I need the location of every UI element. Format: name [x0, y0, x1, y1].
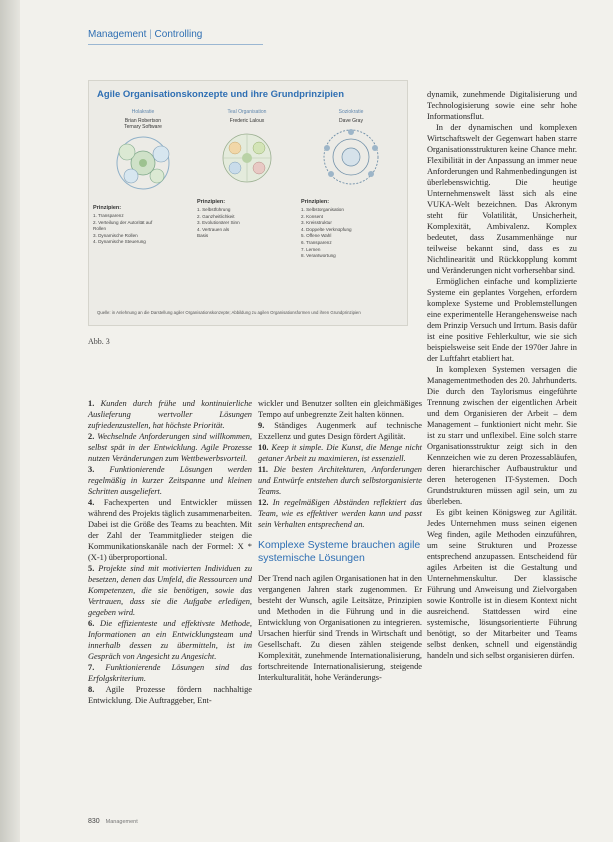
- item-text: Funktionierende Lösungen sind das Erfolgskriterium.: [88, 663, 252, 683]
- list-item: 7. Lernen: [301, 246, 321, 252]
- principle-item: [88, 497, 252, 563]
- principle-item: [88, 684, 252, 706]
- item-text: In regelmäßigen Abständen reflektiert das Team, wie es effektiver werden kann und passt sein Verhalten entsprechend an.: [258, 498, 423, 529]
- panel-author: Brian Robertson Ternary Software: [124, 118, 162, 130]
- principle-item: [258, 442, 422, 464]
- item-number: 5.: [88, 564, 95, 573]
- list-item: 1. Transparenz: [93, 213, 124, 218]
- principle-item: [258, 497, 422, 530]
- list-item: 1. Selbstorganisation: [301, 207, 344, 212]
- text-column-2: [258, 398, 422, 683]
- list-item: 3. Dynamische Rollen: [93, 232, 138, 238]
- principle-item: [88, 563, 252, 618]
- item-number: 1.: [88, 399, 95, 408]
- panel-author: Dave Gray: [339, 118, 363, 124]
- page-number: 830: [88, 818, 100, 825]
- list-item: 3. Kreisstruktur: [301, 220, 332, 226]
- list-item: Basis: [197, 233, 209, 239]
- item-number: 7.: [88, 663, 95, 672]
- list-item: 4. Doppelte Verknüpfung: [301, 226, 352, 232]
- item-text: Agile Prozesse fördern nachhaltige Entwicklung. Die Auftraggeber, Ent-: [88, 685, 252, 705]
- principle-item: [88, 431, 252, 464]
- item-text: Ständiges Augenmerk auf technische Exzellenz und gutes Design fördert Agilität.: [258, 421, 422, 441]
- panel-principles-list: [301, 207, 401, 260]
- principle-item: [88, 398, 252, 431]
- panel-principles-label: Prinzipien:: [93, 205, 122, 211]
- item-text: Projekte sind mit motivierten Individuen zu besetzen, denen das Umfeld, die Ressourcen und Kompetenzen, die sie benötigen, sowie das Vertrauen, dass sie die Aufgabe erledigen, gegeben wird.: [88, 564, 253, 617]
- subsection-name: Controlling: [154, 29, 203, 40]
- item-text: Die effizienteste und effektivste Methode, Informationen an ein Entwicklungsteam und innerhalb dessen zu übermitteln, ist im Gespräch von Angesicht zu Angesicht.: [88, 619, 252, 661]
- list-item: 6. Transparenz: [301, 239, 332, 245]
- panel-heading: Soziokratie: [338, 109, 364, 115]
- figure-panel-teal: [197, 109, 297, 240]
- page-footer: [88, 818, 138, 825]
- list-item: 2. Konsent: [301, 213, 323, 219]
- item-number: 6.: [88, 619, 95, 628]
- item-number: 9.: [258, 421, 265, 430]
- header-separator: |: [149, 29, 152, 40]
- panel-principles-list: [93, 213, 193, 246]
- body-paragraph: Es gibt keinen Königsweg zur Agilität. Jedes Unternehmen muss seinen eigenen Weg finden, agile Methoden einzuführen, um seine Strukturen und Prozesse entsprechend anzupassen. Entscheidend für agiles Arbeiten ist die Gestaltung und Unternehmenskultur. Der klassische Führung und Anweisung und Zielvorgaben sowie Kontrolle ist in diesem Kontext nicht ausreichend. Stattdessen wird eine systemische, lösungsorientierte Führung benötigt, so der Mitarbeiter und Teams selbst denken, schnell und eigenständig handeln und sich selbst organisieren dürfen.: [427, 508, 577, 660]
- principle-item: [258, 420, 422, 442]
- panel-principles-label: Prinzipien:: [301, 199, 330, 205]
- list-item: 2. Ganzheitlichkeit: [197, 213, 235, 219]
- panel-author: Frederic Laloux: [229, 118, 265, 124]
- header-rule: [88, 44, 263, 45]
- item-text: Die besten Architekturen, Anforderungen und Entwürfe entstehen durch selbstorganisierte Teams.: [258, 465, 422, 496]
- body-paragraph: In komplexen Systemen versagen die Managementmethoden des 20. Jahrhunderts. Die durch den Taylorismus eingeführte Trennung zwischen der eigentlichen Arbeit und dem Organisieren der Arbeit – dem Management – funktioniert nicht mehr. Sie ist zu starr und unflexibel. Eine solch starre Organisationsstruktur zeigt sich in den Kennzeichen wie zu deren Prozessabläufen, deren hierarchischer Aufbaustruktur und deren heterogenen IT-Systemen. Doch Grundstrukturen müssen agil sein, um zu überleben.: [427, 365, 577, 506]
- text-column-3: [427, 89, 577, 661]
- item-number: 3.: [88, 465, 95, 474]
- principle-item: [88, 464, 252, 497]
- body-paragraph: Ermöglichen einfache und komplizierte Systeme ein geplantes Vorgehen, erfordern komplexe Systeme und Problemstellungen eine experimentelle Herangehensweise nach dem Prinzip Versuch und Irrtum. Basis dafür ist eine positive Fehlerkultur, wie sie sich beispielsweise seit Ende der 1970er Jahre in der Luftfahrt etabliert hat.: [427, 277, 577, 363]
- figure-panel-soziokratie: [301, 109, 401, 260]
- figure-box: [88, 80, 408, 326]
- figure-caption: Quelle: in Anlehnung an die Darstellung agiler Organisationskonzepte; Abbildung zu agilen Organisationsformen und ihren Grundprinzipien: [97, 310, 361, 315]
- list-item: 8. Verantwortung: [301, 253, 336, 259]
- section-header: [88, 29, 202, 40]
- item-number: 10.: [258, 443, 269, 452]
- continued-text: wickler und Benutzer sollten ein gleichmäßiges Tempo auf unbegrenzte Zeit halten können.: [258, 399, 422, 419]
- item-text: Fachexperten und Entwickler müssen während des Projekts täglich zusammenarbeiten. Dabei ist die Größe des Teams zu beachten. Mit der Zahl der Teammitglieder steigen die Kommunikationskanäle nach der Formel: X * (X-1) überproportional.: [88, 498, 252, 562]
- figure-label: Abb. 3: [88, 337, 110, 346]
- body-paragraph: In der dynamischen und komplexen Wirtschaftswelt der Gegenwart haben starre Organisationsstrukturen keine Chance mehr. Flexibilität in der Anpassung an immer neue Anforderungen und Rahmenbedingungen ist überlebenswichtig. Die heutige Unternehmenswelt lässt sich als eine VUKA-Welt bezeichnen. Das Akronym steht für Volatilität, Unsicherheit, Komplexität, Ambivalenz. Komplex bedeutet, dass Zusammenhänge nur teilweise bekannt sind, dass es zu Nichtlinearität und Rückkopplung kommt und Veränderungen nicht vorhersehbar sind.: [427, 123, 577, 275]
- item-number: 2.: [88, 432, 95, 441]
- item-number: 8.: [88, 685, 95, 694]
- principle-item: [88, 618, 252, 662]
- soziokratie-circles-diagram: [301, 124, 401, 190]
- panel-principles-label: Prinzipien:: [197, 199, 226, 205]
- teal-organisation-diagram: [197, 124, 297, 190]
- list-item: 4. Vertrauen als: [197, 226, 230, 232]
- body-paragraph: Der Trend nach agilen Organisationen hat in den vergangenen Jahren stark zugenommen. Er besteht der Wunsch, agile Leitsätze, Prinzipien und Methoden in die Führung und in die Entwicklung von Organisationen zu integrieren. Ursachen hierfür sind Trends in Wirtschaft und Gesellschaft. Zu diesen zählen steigende Komplexität, zunehmende Internationalisierung, fortschreitende Internationalisierung, steigende Interkulturalität, hohe Veränderungs-: [258, 574, 422, 682]
- item-number: 11.: [258, 465, 269, 474]
- publication-name: Management: [105, 819, 138, 825]
- figure-panel-holakratie: [93, 109, 193, 246]
- principle-item: [258, 464, 422, 497]
- list-item: Rollen: [93, 226, 107, 232]
- list-item: 1. Selbstführung: [197, 207, 231, 212]
- list-item: 4. Dynamische Steuerung: [93, 239, 146, 245]
- principle-item: [88, 662, 252, 684]
- section-name: Management: [88, 29, 147, 40]
- figure-title: Agile Organisationskonzepte und ihre Grundprinzipien: [97, 89, 345, 100]
- panel-heading: Teal Organisation: [227, 109, 267, 115]
- item-number: 4.: [88, 498, 95, 507]
- item-text: Keep it simple. Die Kunst, die Menge nicht getaner Arbeit zu maximieren, ist essenziell.: [258, 443, 422, 463]
- list-item: 3. Evolutionärer Sinn: [197, 220, 240, 226]
- item-number: 12.: [258, 498, 269, 507]
- list-item: 5. Offene Wahl: [301, 233, 332, 239]
- item-text: Wechselnde Anforderungen sind willkommen, selbst spät in der Entwicklung. Agile Prozesse nutzen Veränderungen zum Wettbewerbsvorteil.: [88, 432, 253, 463]
- panel-principles-list: [197, 207, 297, 240]
- section-heading: Komplexe Systeme brauchen agile systemische Lösungen: [258, 539, 421, 564]
- panel-heading: Holakratie: [131, 109, 155, 115]
- list-item: 2. Verteilung der Autorität auf: [93, 219, 153, 225]
- text-column-1: [88, 398, 252, 706]
- body-paragraph: dynamik, zunehmende Digitalisierung und Technologisierung sowie eine sehr hohe Informationsflut.: [427, 90, 577, 121]
- page-edge-shadow: [0, 0, 20, 842]
- item-text: Kunden durch frühe und kontinuierliche Auslieferung wertvoller Lösungen zufriedenzustellen, hat höchste Priorität.: [88, 399, 252, 430]
- item-text: Funktionierende Lösungen werden regelmäßig in kurzer Zeitspanne und kleinen Schritten ausgeliefert.: [88, 465, 252, 496]
- holakratie-circles-diagram: [93, 130, 193, 196]
